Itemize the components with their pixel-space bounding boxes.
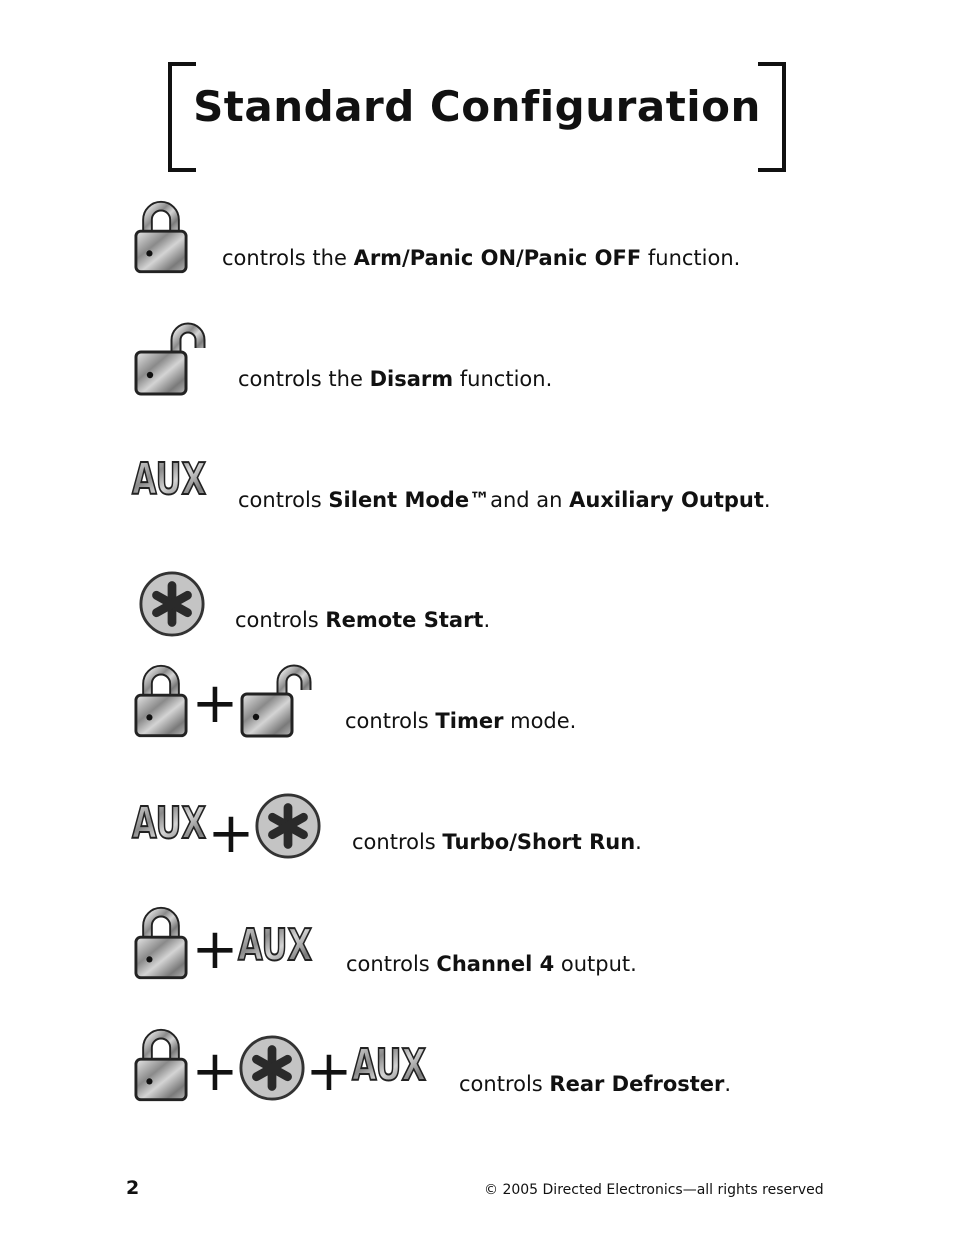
row-description (459, 1072, 731, 1096)
unlock-icon (240, 662, 312, 738)
function-name: Disarm (369, 367, 454, 391)
text-prefix: controls the (238, 367, 370, 391)
star-icon (238, 1034, 306, 1102)
svg-text:+: + (192, 1048, 238, 1094)
row-description (345, 709, 576, 733)
function-name: Arm/Panic ON/Panic OFF (353, 246, 642, 270)
text-suffix: mode. (503, 709, 577, 733)
plus-icon (306, 1048, 352, 1094)
lock-icon (134, 906, 188, 980)
row-description (238, 488, 771, 512)
text-middle: and an (490, 488, 570, 512)
row-description (346, 952, 637, 976)
text-prefix: controls (459, 1072, 550, 1096)
function-name: Rear Defroster (549, 1072, 725, 1096)
page-number: 2 (126, 1177, 140, 1199)
text-suffix: . (635, 830, 642, 854)
unlock-icon (134, 320, 206, 396)
text-suffix: function. (641, 246, 741, 270)
star-icon (254, 792, 322, 860)
function-name: Timer (435, 709, 504, 733)
plus-icon (208, 810, 254, 856)
svg-text:+: + (192, 680, 238, 726)
text-suffix: function. (453, 367, 553, 391)
row-description (235, 608, 490, 632)
plus-icon (192, 680, 238, 726)
lock-icon (134, 664, 188, 738)
title-frame (168, 62, 786, 168)
function-name: Turbo/Short Run (442, 830, 636, 854)
text-suffix: . (483, 608, 491, 632)
svg-text:AUX: AUX (132, 454, 207, 500)
function-name: Remote Start (325, 608, 484, 632)
text-suffix: . (763, 488, 771, 512)
text-prefix: controls (352, 830, 443, 854)
text-prefix: controls the (222, 246, 354, 270)
svg-text:+: + (306, 1048, 352, 1094)
text-prefix: controls (238, 488, 329, 512)
page-title: Standard Configuration (193, 82, 761, 131)
text-suffix: output. (554, 952, 637, 976)
function-name: Channel 4 (436, 952, 555, 976)
lock-icon (134, 1028, 188, 1102)
star-icon (138, 570, 206, 638)
svg-text:+: + (208, 810, 254, 856)
plus-icon (192, 926, 238, 972)
aux-icon (350, 1038, 430, 1086)
text-prefix: controls (345, 709, 436, 733)
aux-icon (130, 452, 210, 500)
aux-icon (236, 918, 316, 966)
svg-text:AUX: AUX (238, 920, 313, 966)
aux-icon (130, 796, 210, 844)
svg-text:AUX: AUX (352, 1040, 427, 1086)
text-prefix: controls (235, 608, 326, 632)
row-description (222, 246, 740, 270)
function-name: Silent Mode™ (328, 488, 491, 512)
plus-icon (192, 1048, 238, 1094)
row-description (352, 830, 642, 854)
text-suffix: . (724, 1072, 732, 1096)
text-prefix: controls (346, 952, 437, 976)
svg-text:+: + (192, 926, 238, 972)
row-description (238, 367, 552, 391)
svg-text:AUX: AUX (132, 798, 207, 844)
function-name-secondary: Auxiliary Output (569, 488, 764, 512)
copyright-notice: © 2005 Directed Electronics—all rights reserved (484, 1182, 824, 1198)
lock-icon (134, 200, 188, 274)
